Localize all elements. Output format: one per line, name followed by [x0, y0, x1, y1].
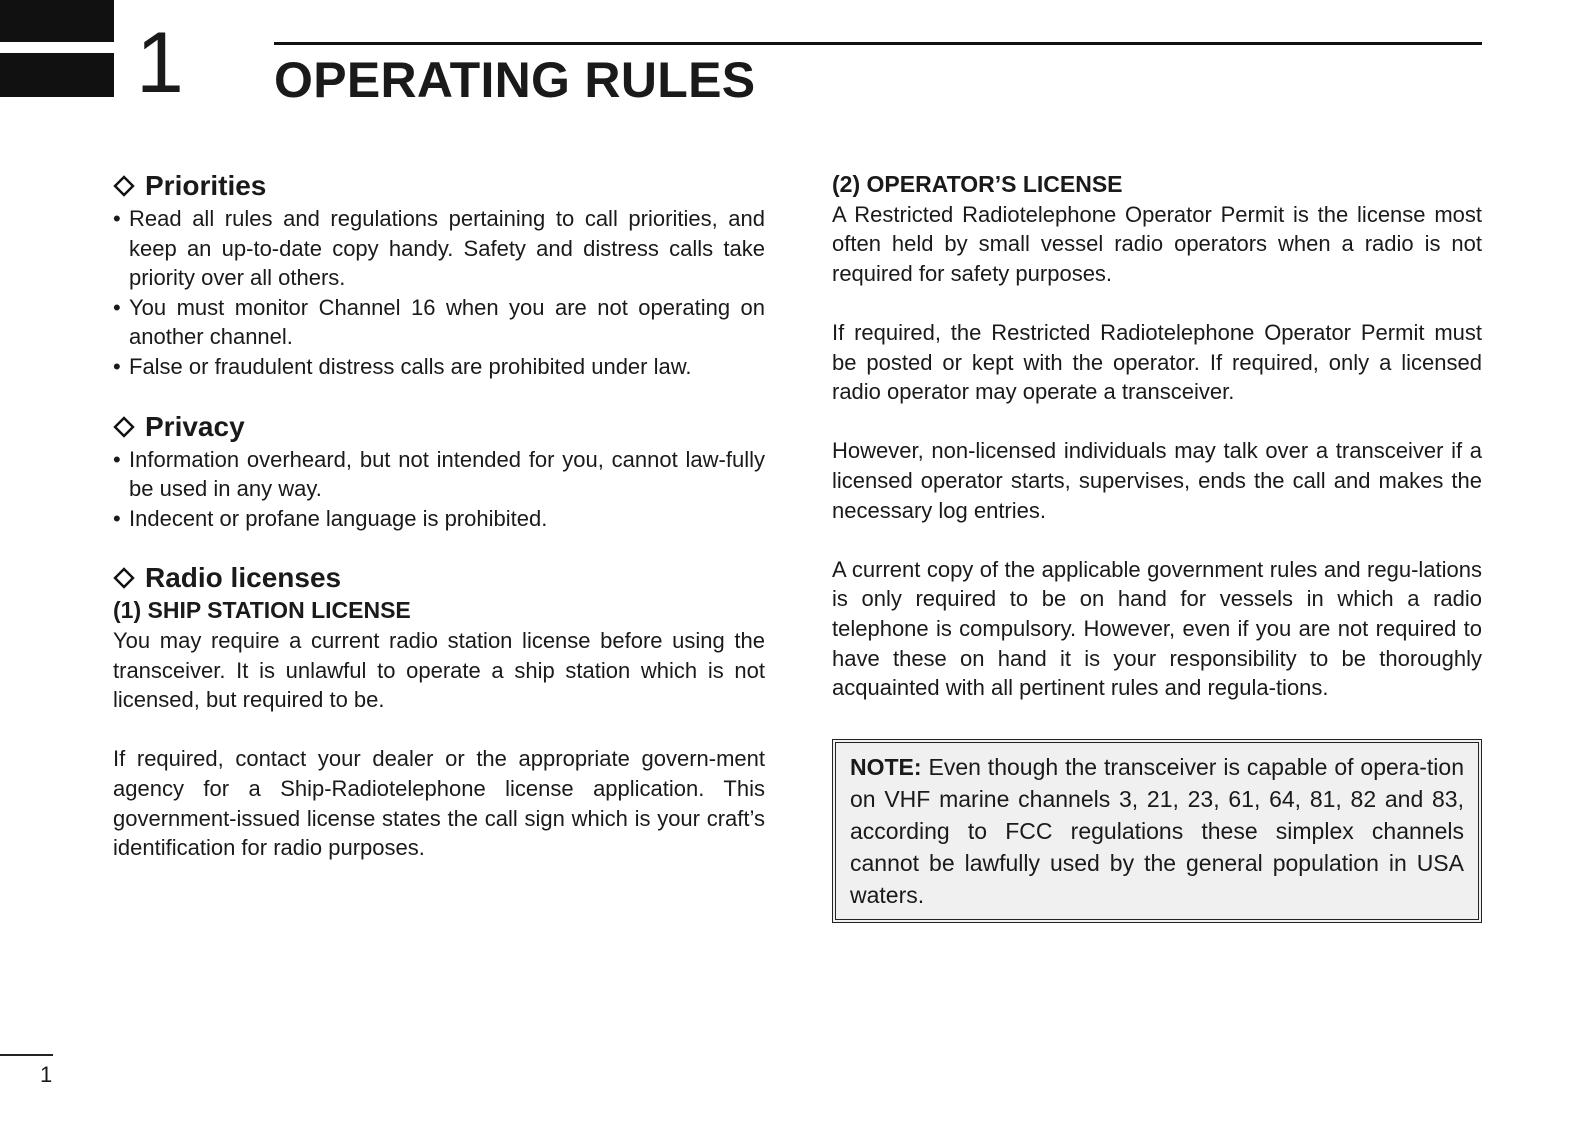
privacy-heading	[113, 411, 765, 443]
title-rule	[274, 42, 1482, 45]
list-item: • Indecent or profane language is prohibited.	[113, 504, 765, 534]
diamond-outline-icon	[113, 416, 135, 438]
list-item: • False or fraudulent distress calls are prohibited under law.	[113, 352, 765, 382]
ship-station-license-subheading: (1) SHIP STATION LICENSE	[113, 597, 411, 624]
diamond-outline-icon	[113, 567, 135, 589]
note-box	[832, 739, 1482, 923]
list-item: • You must monitor Channel 16 when you are not operating on another channel.	[113, 293, 765, 352]
radio-licenses-heading	[113, 562, 765, 594]
right-column	[832, 170, 1482, 923]
priorities-section	[113, 170, 765, 382]
paragraph: If required, contact your dealer or the appropriate govern-ment agency for a Ship-Radiotelephone license application. This government-issued license states the call sign which is your craft’s identification for radio purposes.	[113, 746, 765, 861]
chapter-tab-bottom	[0, 53, 114, 97]
left-column	[113, 170, 765, 892]
privacy-list	[113, 445, 765, 534]
priorities-heading-text: Priorities	[145, 170, 267, 201]
privacy-section	[113, 411, 765, 534]
priorities-heading	[113, 170, 765, 202]
note-label: NOTE:	[850, 753, 922, 780]
diamond-outline-icon	[113, 175, 135, 197]
paragraph: You may require a current radio station license before using the transceiver. It is unlawful to operate a ship station which is not licensed, but required to be.	[113, 627, 765, 713]
paragraph: However, non-licensed individuals may talk over a transceiver if a licensed operator starts, supervises, ends the call and makes the necessary log entries.	[832, 438, 1482, 523]
radio-licenses-heading-text: Radio licenses	[145, 562, 342, 594]
privacy-heading-text: Privacy	[145, 410, 245, 442]
operators-license-subheading: (2) OPERATOR’S LICENSE	[832, 171, 1123, 197]
paragraph: A current copy of the applicable government rules and regu-lations is only required to be on hand for vessels in which a radio telephone is compulsory. However, even if you are not required to have these on hand it is your responsibility to be thoroughly acquainted with all pertinent rules and regula-tions.	[832, 556, 1482, 701]
chapter-tab-top	[0, 0, 114, 42]
list-item: • Information overheard, but not intended for you, cannot law-fully be used in any way.	[113, 445, 765, 504]
radio-licenses-section	[113, 562, 765, 862]
note-text: Even though the transceiver is capable of opera-tion on VHF marine channels 3, 21, 23, 61, 64, 81, 82 and 83, according to FCC regulations these simplex channels cannot be lawfully used by the general population in USA waters.	[850, 753, 1464, 908]
chapter-number: 1	[136, 15, 184, 111]
page-number: 1	[40, 1062, 53, 1087]
page-title: OPERATING RULES	[274, 52, 756, 108]
list-item: • Read all rules and regulations pertaining to call priorities, and keep an up-to-date copy handy. Safety and distress calls take priority over all others.	[113, 204, 765, 293]
footer-rule	[0, 1054, 53, 1056]
paragraph: A Restricted Radiotelephone Operator Permit is the license most often held by small vessel radio operators when a radio is not required for safety purposes.	[832, 201, 1482, 286]
paragraph: If required, the Restricted Radiotelephone Operator Permit must be posted or kept with the operator. If required, only a licensed radio operator may operate a transceiver.	[832, 319, 1482, 405]
priorities-list	[113, 204, 765, 382]
